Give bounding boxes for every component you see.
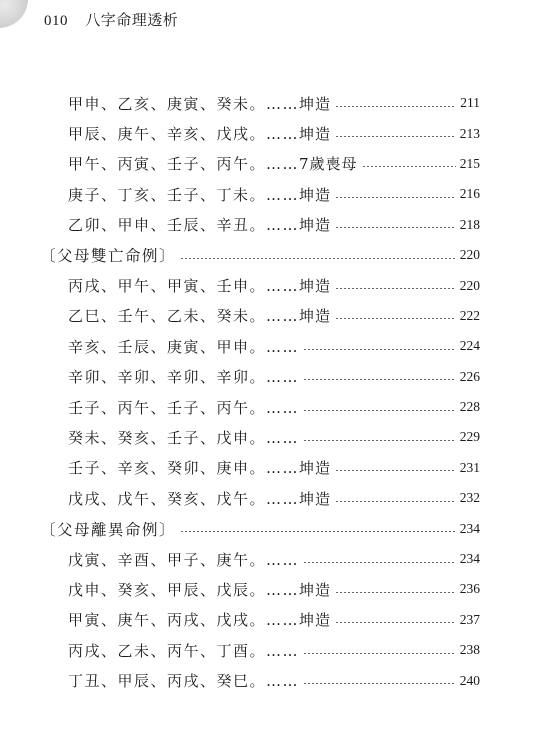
toc-entry-text: 戊寅、辛酉、甲子、庚午。…… bbox=[68, 550, 300, 569]
toc-entry-text: 甲午、丙寅、壬子、丙午。…… bbox=[68, 155, 300, 174]
page-corner-decoration bbox=[0, 0, 28, 28]
toc-page-number: 213 bbox=[459, 125, 480, 141]
dot-leader bbox=[303, 410, 456, 411]
dot-leader bbox=[335, 136, 456, 137]
toc-entry-note: 坤造 bbox=[299, 489, 332, 508]
dot-leader bbox=[303, 379, 456, 380]
toc-page-number: 218 bbox=[459, 216, 480, 232]
dot-leader bbox=[335, 288, 456, 289]
toc-entry-text: 丙戌、乙未、丙午、丁酉。…… bbox=[68, 641, 300, 660]
toc-entry-note: 坤造 bbox=[299, 307, 332, 326]
toc-entry bbox=[40, 605, 480, 635]
toc-entry bbox=[40, 88, 480, 118]
toc-entry-text: 壬子、辛亥、癸卯、庚申。…… bbox=[68, 459, 300, 478]
toc-entry bbox=[40, 453, 480, 483]
toc-entry bbox=[40, 210, 480, 240]
toc-page-number: 231 bbox=[459, 459, 480, 475]
toc-page-number: 224 bbox=[459, 338, 480, 354]
toc-entry bbox=[40, 118, 480, 148]
toc-entry bbox=[40, 270, 480, 300]
toc-entry-text: 乙巳、壬午、乙未、癸未。…… bbox=[68, 307, 300, 326]
toc-entry-text: 辛卯、辛卯、辛卯、辛卯。…… bbox=[68, 368, 300, 387]
page-number: 010 bbox=[44, 13, 68, 29]
dot-leader bbox=[303, 562, 456, 563]
dot-leader bbox=[335, 227, 456, 228]
toc-page-number: 236 bbox=[459, 581, 480, 597]
toc-entry-text: 甲辰、庚午、辛亥、戊戌。…… bbox=[68, 125, 300, 144]
toc-section-heading bbox=[40, 513, 480, 543]
toc-entry bbox=[40, 544, 480, 574]
toc-page-number: 234 bbox=[459, 520, 480, 536]
toc-page-number: 226 bbox=[459, 368, 480, 384]
toc-entry bbox=[40, 392, 480, 422]
toc-entry bbox=[40, 574, 480, 604]
toc-entry-text: 辛亥、壬辰、庚寅、甲申。…… bbox=[68, 337, 300, 356]
toc-page-number: 215 bbox=[459, 155, 480, 171]
toc-entry bbox=[40, 635, 480, 665]
dot-leader bbox=[362, 166, 456, 167]
toc-entry bbox=[40, 179, 480, 209]
toc-entry-text: 戊申、癸亥、甲辰、戊辰。…… bbox=[68, 580, 300, 599]
toc-entry bbox=[40, 362, 480, 392]
running-header bbox=[44, 9, 178, 30]
toc-page-number: 220 bbox=[459, 277, 480, 293]
dot-leader bbox=[335, 318, 456, 319]
dot-leader bbox=[303, 683, 456, 684]
dot-leader bbox=[335, 622, 456, 623]
toc-entry-text: 壬子、丙午、壬子、丙午。…… bbox=[68, 398, 300, 417]
toc-entry-text: 甲寅、庚午、丙戌、戊戌。…… bbox=[68, 611, 300, 630]
toc-entry-note: 坤造 bbox=[299, 125, 332, 144]
toc-entry bbox=[40, 149, 480, 179]
dot-leader bbox=[180, 258, 456, 259]
toc-entry-note: 坤造 bbox=[299, 94, 332, 113]
toc-entry bbox=[40, 483, 480, 513]
toc-entry-note: 坤造 bbox=[299, 580, 332, 599]
toc-entry-text: 〔父母雙亡命例〕 bbox=[40, 247, 177, 266]
toc-entry-note: 坤造 bbox=[299, 277, 332, 296]
dot-leader bbox=[303, 653, 456, 654]
toc-entry-note: 坤造 bbox=[299, 216, 332, 235]
toc-entry-text: 癸未、癸亥、壬子、戊申。…… bbox=[68, 428, 300, 447]
toc-entry-note: 坤造 bbox=[299, 459, 332, 478]
toc-page-number: 211 bbox=[460, 95, 480, 111]
toc-page-number: 234 bbox=[459, 551, 480, 567]
dot-leader bbox=[335, 592, 456, 593]
toc-entry-text: 乙卯、甲申、壬辰、辛丑。…… bbox=[68, 216, 300, 235]
toc-page-number: 222 bbox=[459, 307, 480, 323]
dot-leader bbox=[335, 501, 456, 502]
toc-entry-text: 〔父母離異命例〕 bbox=[40, 520, 177, 539]
dot-leader bbox=[335, 470, 456, 471]
toc-page-number: 229 bbox=[459, 429, 480, 445]
toc-page-number: 216 bbox=[459, 186, 480, 202]
dot-leader bbox=[335, 197, 456, 198]
toc-page-number: 240 bbox=[459, 672, 480, 688]
toc-page-number: 220 bbox=[459, 247, 480, 263]
dot-leader bbox=[335, 106, 456, 107]
book-title: 八字命理透析 bbox=[85, 11, 179, 29]
toc-entry-text: 戊戌、戊午、癸亥、戊午。…… bbox=[68, 489, 300, 508]
toc-entry bbox=[40, 665, 480, 695]
toc-section-heading bbox=[40, 240, 480, 270]
toc-entry-note: 坤造 bbox=[299, 611, 332, 630]
toc-page-number: 228 bbox=[459, 399, 480, 415]
toc-page-number: 238 bbox=[459, 642, 480, 658]
toc-page-number: 232 bbox=[459, 490, 480, 506]
toc-entry-text: 甲申、乙亥、庚寅、癸未。…… bbox=[68, 94, 300, 113]
toc-entry bbox=[40, 331, 480, 361]
toc-entry-text: 庚子、丁亥、壬子、丁未。…… bbox=[68, 185, 300, 204]
toc-entry-text: 丁丑、甲辰、丙戌、癸巳。…… bbox=[68, 672, 300, 691]
toc-entry-text: 丙戌、甲午、甲寅、壬申。…… bbox=[68, 277, 300, 296]
toc-entry bbox=[40, 422, 480, 452]
table-of-contents bbox=[40, 88, 480, 696]
dot-leader bbox=[303, 440, 456, 441]
toc-entry-note: 7歲喪母 bbox=[299, 155, 358, 174]
toc-page-number: 237 bbox=[459, 611, 480, 627]
dot-leader bbox=[303, 349, 456, 350]
toc-entry-note: 坤造 bbox=[299, 185, 332, 204]
toc-entry bbox=[40, 301, 480, 331]
dot-leader bbox=[180, 531, 456, 532]
